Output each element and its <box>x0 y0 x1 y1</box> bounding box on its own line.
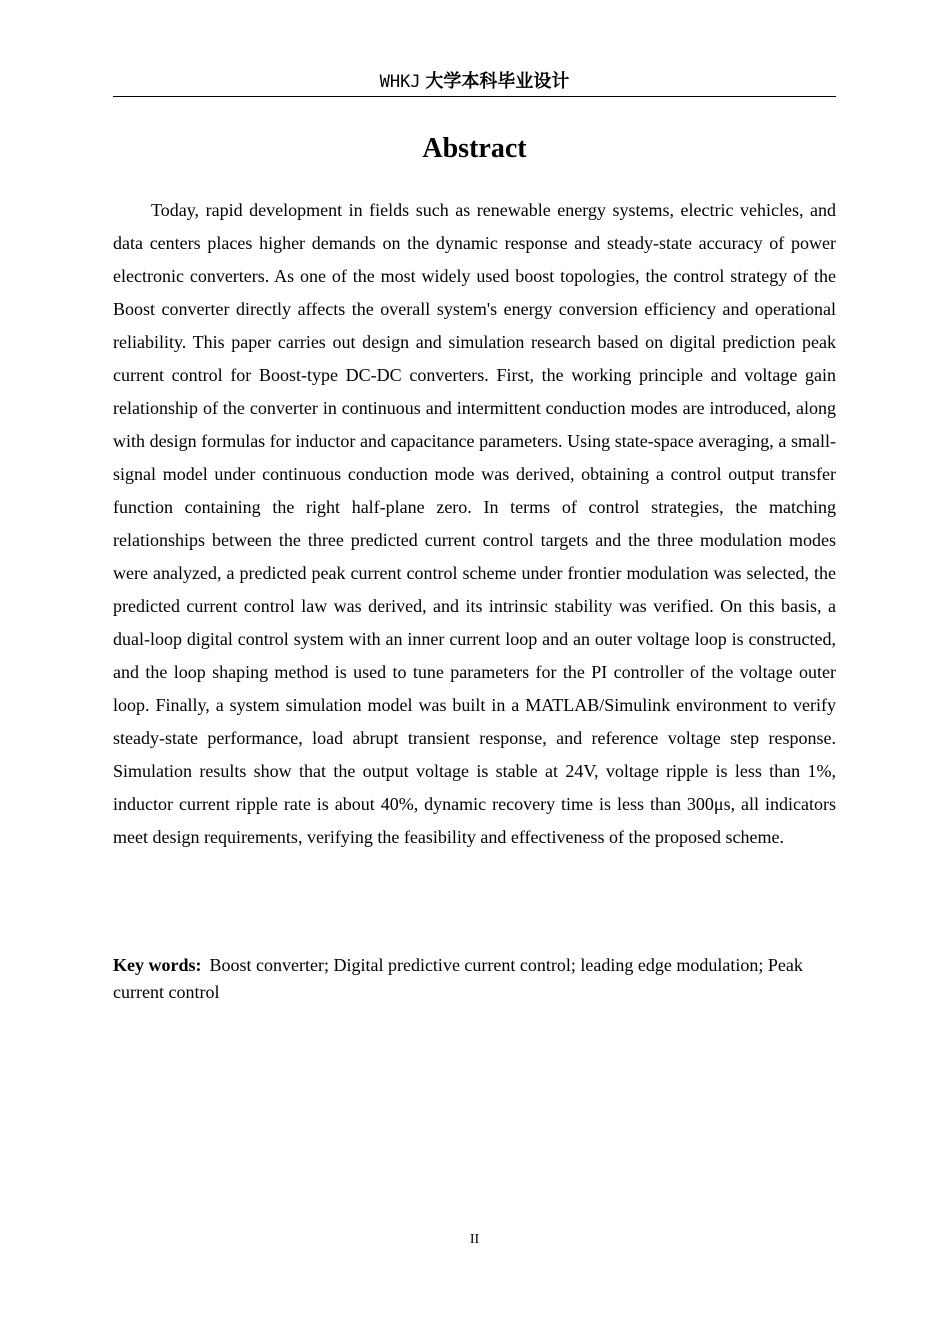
keywords-text: Boost converter; Digital predictive current control; leading edge modulation; Peak current control <box>113 955 803 1002</box>
keywords-line <box>113 952 836 1006</box>
keywords-label: Key words: <box>113 955 202 975</box>
abstract-title: Abstract <box>422 133 527 164</box>
page-number: II <box>469 1232 480 1247</box>
header-thesis-label: 大学本科毕业设计 <box>425 71 570 92</box>
header-school-code: WHKJ <box>379 72 421 92</box>
abstract-body: Today, rapid development in fields such as renewable energy systems, electric vehicles, and data centers places higher demands on the dynamic response and steady-state accuracy of power electronic converters. As one of the most widely used boost topologies, the control strategy of the Boost converter directly affects the overall system's energy conversion efficiency and operational reliability. This paper carries out design and simulation research based on digital prediction peak current control for Boost-type DC-DC converters. First, the working principle and voltage gain relationship of the converter in continuous and intermittent conduction modes are introduced, along with design formulas for inductor and capacitance parameters. Using state-space averaging, a small-signal model under continuous conduction mode was derived, obtaining a control output transfer function containing the right half-plane zero. In terms of control strategies, the matching relationships between the three predicted current control targets and the three modulation modes were analyzed, a predicted peak current control scheme under frontier modulation was selected, the predicted current control law was derived, and its intrinsic stability was verified. On this basis, a dual-loop digital control system with an inner current loop and an outer voltage loop is constructed, and the loop shaping method is used to tune parameters for the PI controller of the voltage outer loop. Finally, a system simulation model was built in a MATLAB/Simulink environment to verify steady-state performance, load abrupt transient response, and reference voltage step response. Simulation results show that the output voltage is stable at 24V, voltage ripple is less than 1%, inductor current ripple rate is about 40%, dynamic recovery time is less than 300μs, all indicators meet design requirements, verifying the feasibility and effectiveness of the proposed scheme. <box>113 200 836 847</box>
running-header <box>113 70 836 97</box>
